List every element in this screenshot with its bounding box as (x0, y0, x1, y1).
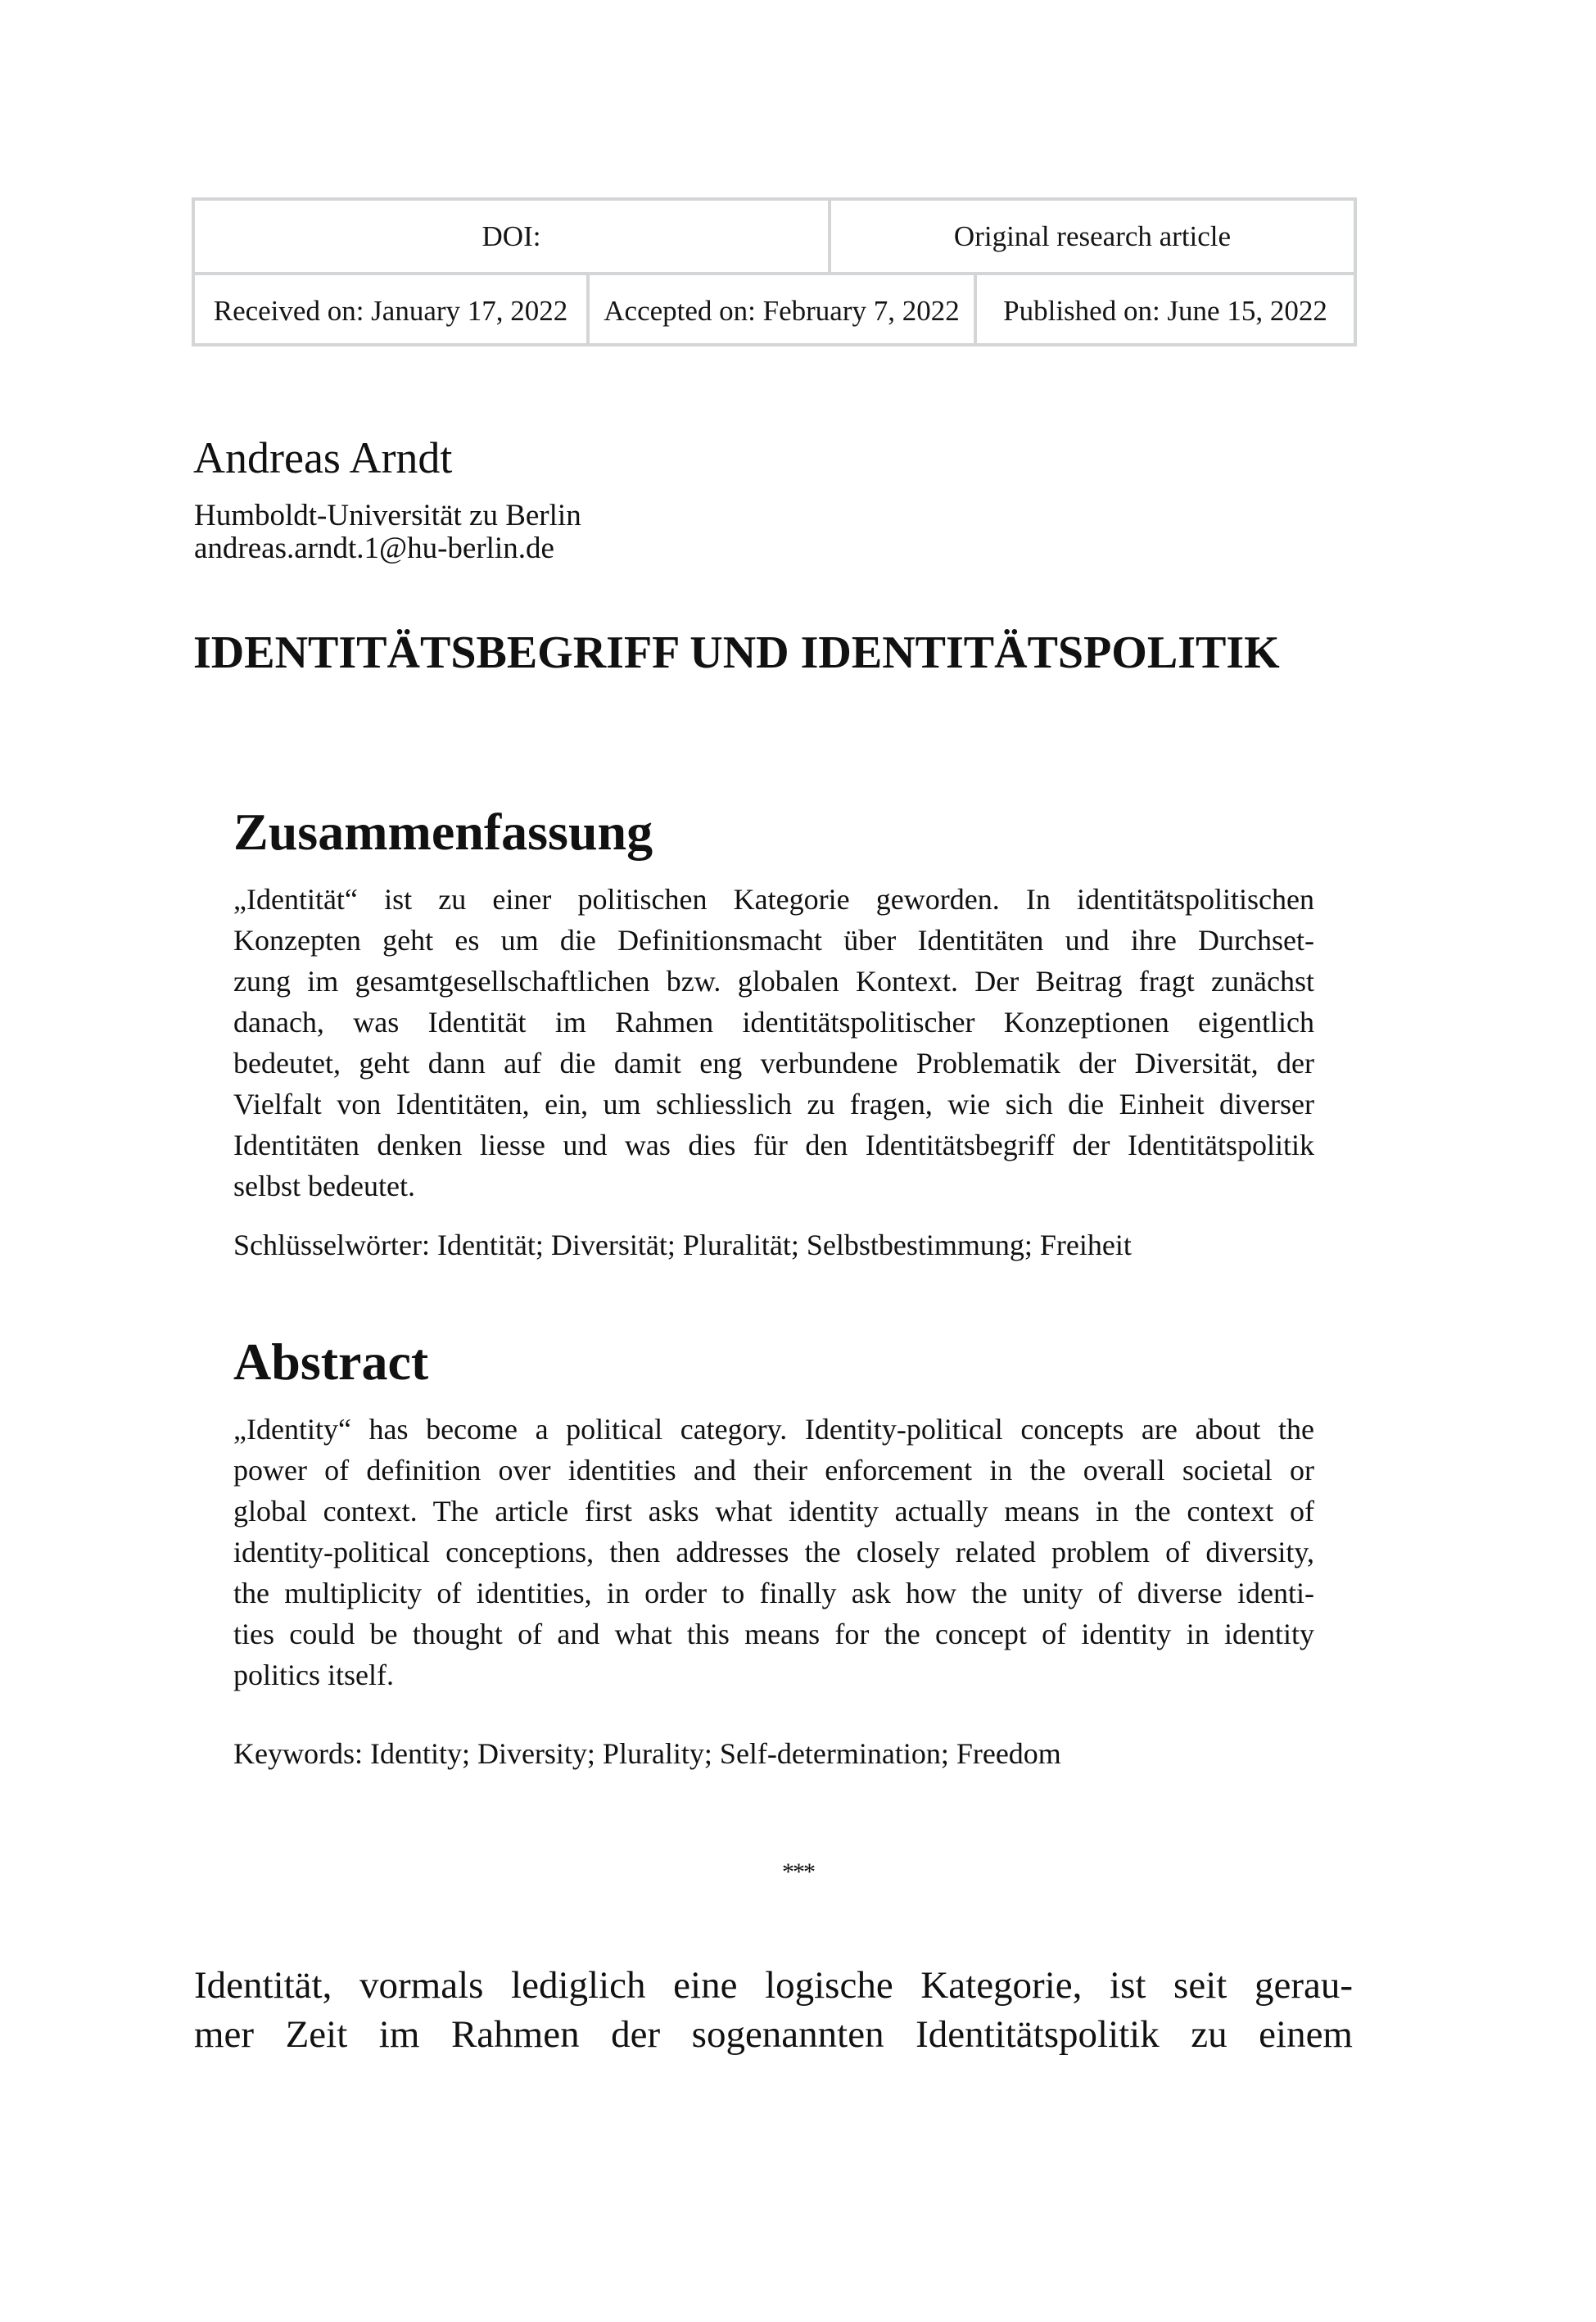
abstract-text (233, 1409, 1314, 1695)
metadata-row-top (195, 201, 1354, 275)
text-line: „Identity“ has become a political category. Identity-political concepts are about the (233, 1413, 1314, 1446)
text-line: Vielfalt von Identitäten, ein, um schliesslich zu fragen, wie sich die Einheit diverser (233, 1088, 1314, 1120)
text-line: politics itself. (233, 1659, 394, 1691)
article-title: IDENTITÄTSBEGRIFF UND IDENTITÄTSPOLITIK (193, 627, 1280, 678)
author-details (194, 500, 581, 565)
text-line: the multiplicity of identities, in order to finally ask how the unity of diverse identi- (233, 1577, 1314, 1609)
text-line: „Identität“ ist zu einer politischen Kategorie geworden. In identitätspolitischen (233, 883, 1314, 916)
text-line: Konzepten geht es um die Definitionsmacht über Identitäten und ihre Durchset- (233, 924, 1314, 957)
abstract-keywords: Keywords: Identity; Diversity; Plurality; Self-determination; Freedom (233, 1737, 1061, 1770)
article-metadata-table (192, 197, 1357, 346)
doi-cell: DOI: (195, 201, 831, 272)
text-line: Identität, vormals lediglich eine logische Kategorie, ist seit gerau- (194, 1964, 1353, 2007)
zusammenfassung-keywords: Schlüsselwörter: Identität; Diversität; Pluralität; Selbstbestimmung; Freiheit (233, 1229, 1132, 1261)
text-line: identity-political conceptions, then addresses the closely related problem of diversity, (233, 1536, 1314, 1568)
author-name: Andreas Arndt (193, 433, 453, 482)
published-date-cell: Published on: June 15, 2022 (1003, 294, 1327, 327)
text-line: power of definition over identities and their enforcement in the overall societal or (233, 1454, 1314, 1487)
text-line: selbst bedeutet. (233, 1170, 415, 1202)
article-type-cell: Original research article (953, 220, 1232, 252)
author-affiliation: Humboldt-Universität zu Berlin (194, 499, 581, 532)
text-line: ties could be thought of and what this means for the concept of identity in identity (233, 1618, 1314, 1650)
section-break: *** (782, 1858, 814, 1885)
text-line: Identitäten denken liesse und was dies für den Identitätsbegriff der Identitätspolitik (233, 1129, 1314, 1161)
abstract-heading: Abstract (233, 1333, 429, 1391)
received-date-cell: Received on: January 17, 2022 (195, 275, 590, 346)
text-line: bedeutet, geht dann auf die damit eng verbundene Problematik der Diversität, der (233, 1047, 1314, 1080)
text-line: mer Zeit im Rahmen der sogenannten Identitätspolitik zu einem (194, 2013, 1353, 2056)
text-line: zung im gesamtgesellschaftlichen bzw. globalen Kontext. Der Beitrag fragt zunächst (233, 965, 1314, 998)
text-line: danach, was Identität im Rahmen identitätspolitischer Konzeptionen eigentlich (233, 1006, 1314, 1039)
accepted-date-cell: Accepted on: February 7, 2022 (590, 275, 977, 346)
zusammenfassung-heading: Zusammenfassung (233, 803, 653, 861)
zusammenfassung-text (233, 879, 1314, 1206)
metadata-row-dates (195, 275, 1354, 346)
author-email[interactable]: andreas.arndt.1@hu-berlin.de (194, 532, 554, 565)
text-line: global context. The article first asks what identity actually means in the context of (233, 1495, 1314, 1528)
body-paragraph (194, 1961, 1353, 2059)
